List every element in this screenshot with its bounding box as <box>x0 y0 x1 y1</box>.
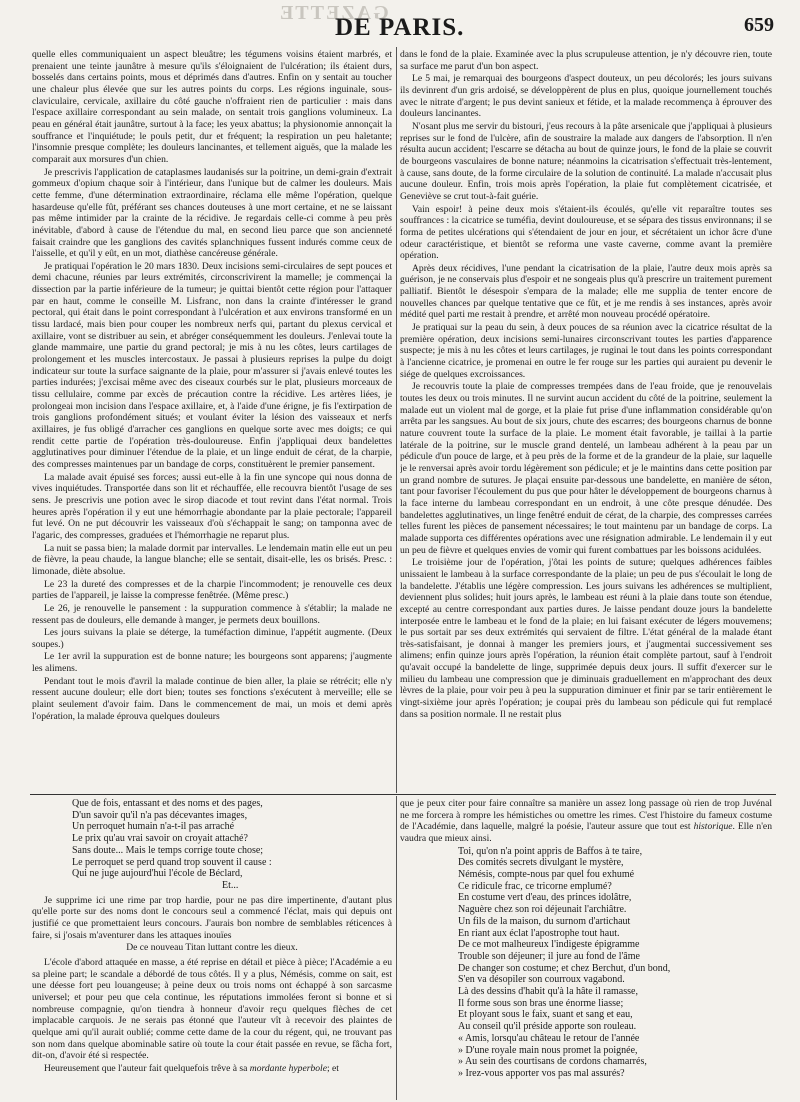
running-title: DE PARIS. <box>335 14 465 41</box>
paragraph: La nuit se passa bien; la malade dormit par intervalles. Le lendemain matin elle eut un peu de fièvre, la peau chaude, la langue blanche; elle se sentait, disait-elle, les os brisés. Presc. : limonade, diète absolue. <box>32 542 392 577</box>
verse-line: Un perroquet humain n'a-t-il pas arraché <box>72 821 235 833</box>
paragraph: Après deux récidives, l'une pendant la cicatrisation de la plaie, l'autre deux mois après sa guérison, je ne conservais plus d'espoir et ne songeais plus qu'à prescrire un traitement purement palliatif. Bientôt le désespoir s'empara de la malade; elle me supplia de tenter encore de nouvelles chances par quelque tentative que ce fût, et je me rendis à ses instances, après avoir médité quel parti me restait à prendre, et arrêté mon nouveau procédé opératoire. <box>400 262 772 321</box>
verse-block <box>32 798 392 892</box>
verse-line: Et... <box>222 879 239 891</box>
italic-run: mordante hyperbole <box>249 1062 327 1074</box>
paragraph: Je pratiquai sur la peau du sein, à deux pouces de sa réunion avec la cicatrice résultat de la première opération, deux incisions semi-lunaires circonscrivant toutes les parties d'apparence suspecte; je mis à nu les côtes et leurs cartilages, je ruginai le tout dans les points correspondant à l'ancienne cicatrice, je promenai en outre le fer rouge sur les parties qui auraient pu devenir le siége de quelques excroissances. <box>400 322 772 380</box>
paragraph: Vain espoir! à peine deux mois s'étaient-ils écoulés, qu'elle vit reparaître toutes ses souffrances : la cicatrice se tuméfia, devint douloureuse, et se sépara des tissus environnans; il se forma de petites ulcérations qui s'étendaient de jour en jour, et sécrétaient un ichor âcre d'une odeur caractéristique, et bientôt se reforma une vaste caverne, comme avant la première opération. <box>400 203 772 262</box>
paragraph: Je supprime ici une rime par trop hardie, pour ne pas dire impertinente, d'autant plus qu'elle porte sur des noms dont le concours seul a commencé l'éclat, mais qui depuis ont justifié ce que promettaient leurs concours. J'aurais bon nombre de semblables réticences à faire, si j'osais m'aventurer dans les attaques inouïes <box>32 894 392 941</box>
verse-line: Qui ne juge aujourd'hui l'école de Béclard, <box>72 868 243 880</box>
verse-line: En costume vert d'eau, des princes idolâtre, <box>458 892 632 904</box>
paragraph: Le 1er avril la suppuration est de bonne nature; les bourgeons sont apparens; j'augmente les alimens. <box>32 651 392 675</box>
column-rule <box>396 796 397 1100</box>
verse-line: » D'une royale main nous promet la poignée, <box>458 1044 638 1056</box>
bleed-through-title: GAZETTE <box>278 2 389 24</box>
verse-line: Des comités secrets divulgant le mystère, <box>458 857 624 869</box>
right-column-bottom <box>400 798 772 1098</box>
verse-line: S'en va désopiler son courroux vagabond. <box>458 974 625 986</box>
verse-line: Et ployant sous le faix, suant et sang et eau, <box>458 1009 633 1021</box>
paragraph: Je recouvris toute la plaie de compresses trempées dans de l'eau froide, que je renouvelais toutes les deux ou trois minutes. Il ne survint aucun accident du côté de la poitrine, seulement la malade eut un violent mal de gorge, et la plaie fut prise d'une inflammation considérable qu'on arrêta par les sangsues. Au bout de six jours, chute des escarres; des bourgeons charnus de bonne nature couvrent toute la surface de la plaie. Le moment était favorable, je taillai à la partie latérale de la poitrine, sur le muscle grand dentelé, un lambeau adhérent à la peau par un pédicule d'un pouce de large, et à peu près de la forme et de la grandeur de la plaie, sur laquelle je le renversai après avoir tordu légèrement son pédicule; et je le maintins dans cette position par un grand nombre de sutures. Je plaçai ensuite par-dessous une bandelette, en manière de séton, tant pour favoriser l'écoulement du pus que pour hâter le développement de bourgeons charnus à la face interne du lambeau correspondant en un endroit, à une côte presque dénudée. Des bandelettes agglutinatives, un linge fenêtré enduit de cérat, de la charpie, des compresses carrées telles furent les pièces de pansement nécessaires; le tout maintenu par un bandage de corps. La malade supporta ces différentes opérations avec une résignation admirable. Le lendemain il y eut un peu de fièvre et quelques envies de vomir qui furent combattues par les boissons acidulées. <box>400 381 772 556</box>
verse-line: Le prix qu'au vrai savoir on croyait attaché? <box>72 833 248 845</box>
text-run: que je peux citer pour faire connaître sa manière un assez long passage où rien de trop Juvénal ne me forcera à rompre les hémistiches ou omettre les rimes. C'est l'histoire du fameux costume de l'Académie, dans laquelle, malgré la poésie, l'auteur assure que tout est <box>400 798 772 833</box>
paragraph: Pendant tout le mois d'avril la malade continue de bien aller, la plaie se rétrécit; elle n'y ressent aucune douleur; elle dort bien; toutes ses fonctions s'exécutent à merveille; elle se plaint seulement d'avoir faim. Dans le commencement de mai, un mois et demi après l'opération, la malade éprouva quelques douleurs <box>32 675 392 722</box>
verse-line: Némésis, compte-nous par quel fou exhumé <box>458 869 635 881</box>
verse-line: Trouble son déjeuner; il jure au fond de l'âme <box>458 950 640 962</box>
page-number: 659 <box>744 14 774 36</box>
column-rule <box>396 47 397 793</box>
verse-line: En riant aux éclat l'apostrophe tout haut. <box>458 927 620 939</box>
left-column-top <box>32 49 392 792</box>
verse-line: Au conseil qu'il préside apporte son rouleau. <box>458 1021 637 1033</box>
paragraph: N'osant plus me servir du bistouri, j'eus recours à la pâte arsenicale que j'appliquai à plusieurs reprises sur le fond de l'ulcère, afin de soustraire la malade aux dangers de l'absorption. Il n'en résulta aucun accident; l'escarre se détacha au bout de quinze jours, le fond de la plaie se couvrit de bourgeons vasculaires de bonne nature; néanmoins la cicatrisation s'effectuait très-lentement, à cause, sans doute, de la forme circulaire de la solution de continuité. La malade n'accusait plus aucune douleur. Enfin, trois mois après l'opération, la plaie fut complètement cicatrisée, et Geneviève se crut tout-à-fait guérie. <box>400 120 772 202</box>
verse-line: De ce mot malheureux l'indigeste épigramme <box>458 939 640 951</box>
verse-line: Que de fois, entassant et des noms et des pages, <box>72 798 263 809</box>
verse-line: Ce ridicule frac, ce tricorne emplumé? <box>458 880 612 892</box>
italic-run: historique <box>693 821 733 833</box>
feuilleton-rule <box>30 794 776 795</box>
paragraph: Je pratiquai l'opération le 20 mars 1830. Deux incisions semi-circulaires de sept pouces et demi chacune, réunies par leurs extrémités, circonscrivirent la mamelle; je commençai la dissection par la partie inférieure de la tumeur; je quittai bientôt cette région pour l'attaquer par en haut, comme le conseille M. Lisfranc, non dans la crainte d'intéresser le grand pectoral, qui était dans le point correspondant à l'ulcération et aux environs transformé en un tissu lardacé, mais bien pour couper les nombreux nerfs qui, partant du plexus cervical et axillaire, vont se distribuer au sein, et abréger conséquemment les douleurs. J'enlevai toute la glande mammaire, une partie du grand pectoral; je mis à nu les côtes, leurs cartilages de prolongement et les muscles intercostaux. Je passai à plusieurs reprises la pulpe du doigt indicateur sur toute la surface saignante de la plaie, pour m'assurer si j'avais enlevé toutes les parties indurées; j'excisai même avec des ciseaux courbés sur le plat, plusieurs morceaux de tissu cellulaire, comme par excès de précaution contre la récidive. Les artères liées, je prolongeai mon incision dans l'espace axillaire, et, à l'aide d'une érigne, je fis l'extirpation de trois ganglions profondément situés; et voulant éviter la lésion des vaisseaux et nerfs axillaires, je fus obligé d'arracher ces ganglions en quelque sorte avec mes doigts; ce qui rendit cette partie de l'opération très-douloureuse. Enfin j'appliquai deux bandelettes agglutinatives pour diminuer l'étendue de la plaie, et un linge enduit de cérat, de la charpie, des compresses maintenues par un bandage de corps, constituèrent le premier pansement. <box>32 260 392 470</box>
verse-line: Un fils de la maison, du surnom d'artichaut <box>458 915 631 927</box>
paragraph: Le 26, je renouvelle le pansement : la suppuration commence à s'établir; la malade ne ressent pas de douleurs, elle demande à manger, je permets deux bouillons. <box>32 602 392 626</box>
quoted-line: De ce nouveau Titan luttant contre les dieux. <box>126 942 298 954</box>
verse-line: Naguère chez son roi déjeunait l'archiâtre. <box>458 904 627 916</box>
verse-line: D'un savoir qu'il n'a pas décevantes images, <box>72 809 248 821</box>
verse-line: Il forme sous son bras une énorme liasse; <box>458 997 624 1009</box>
text-run: . Elle n'en vaudra que mieux ainsi. <box>400 821 772 844</box>
verse-line: Le perroquet se perd quand trop souvent il cause : <box>72 856 272 868</box>
paragraph: Le 5 mai, je remarquai des bourgeons d'aspect douteux, un peu décolorés; les jours suivans ils devinrent d'un gris ardoisé, se développèrent de plus en plus, quoique journellement touchés avec le nitrate d'argent; le pus devint sanieux et fétide, et la malade recommença à éprouver des douleurs lancinantes. <box>400 73 772 120</box>
verse-line: De changer son costume; et chez Berchut, d'un bond, <box>458 962 671 974</box>
verse-line: Sans doute... Mais le temps corrige toute chose; <box>72 844 264 856</box>
paragraph <box>32 1063 392 1075</box>
right-column-top <box>400 49 772 792</box>
paragraph: dans le fond de la plaie. Examinée avec la plus scrupuleuse attention, je n'y découvre rien, toute sa surface me parut d'un bon aspect. <box>400 49 772 72</box>
verse-line: Toi, qu'on n'a point appris de Baffos à te taire, <box>458 845 643 857</box>
verse-line: » Irez-vous apporter vos pas mal assurés? <box>458 1067 625 1079</box>
text-run: ; et <box>326 1062 339 1074</box>
paragraph: Le troisième jour de l'opération, j'ôtai les points de suture; quelques adhérences faibles unissaient le lambeau à la surface correspondante de la plaie; un peu de pus s'écoulait le long de la bandelette. J'établis une légère compression. Les jours suivans les adhérences se multiplient, deviennent plus solides; huit jours après, le lambeau est réuni à la plaie dans toute son étendue, excepté au centre correspondant aux parties dures. Je laisse pendant douze jours la bandelette interposée entre le lambeau et le fond de la plaie; en lui faisant exécuter de légers mouvemens; le pus sortait par ses deux extrémités qui servaient de filtre. L'état général de la malade étant très-satisfaisant, je donnai à manger les premiers jours, et j'augmentai successivement ses alimens; enfin quinze jours après l'opération, la réunion était complète partout, sauf à l'endroit qu'avait occupé la bandelette de linge, supprimée depuis deux jours. Il suffit d'exercer sur le milieu du lambeau une compression que je diminuais graduellement en m'approchant des deux lèvres de la plaie, pour voir peu à peu la suppuration diminuer et finir par se tarir entièrement le vingt-sixième jour après l'opération; je coupai près du lambeau son pédicule qui fut remplacé dans sa position normale. Il ne restait plus <box>400 557 772 720</box>
left-column-bottom <box>32 798 392 1098</box>
verse-block <box>400 846 772 1080</box>
paragraph: L'école d'abord attaquée en masse, a été reprise en détail et pièce à pièce; l'Académie a eu sa pleine part; le scandale a débordé de tous côtés. Il y a plus, Némésis, comme on sait, est une déesse fort peu louangeuse; à peine deux ou trois noms ont échappé à son sarcasme universel; et pour peu que cela continue, les réputations immolées feront si bonne et si nombreuse compagnie, qu'on tiendra à honneur d'avoir reçu quelques flèches de cet implacable carquois. Je ne serais pas étonné que l'auteur vît à recevoir des plaintes de quelque ami qu'il aurait oublié; comme cette dame de la cour du régent, qui, ne trouvant pas son nom dans quelque abominable satire où toute la cour était passée en revue, se fâcha fort, dit-on, d'avoir été si respectée. <box>32 956 392 1062</box>
verse-line: » Au sein des courtisans de cordons chamarrés, <box>458 1056 647 1068</box>
paragraph: Les jours suivans la plaie se déterge, la tuméfaction diminue, l'appétit augmente. (Deux soupes.) <box>32 627 392 650</box>
paragraph: Le 23 la dureté des compresses et de la charpie l'incommodent; je renouvelle ces deux parties de l'appareil, je laisse la compresse fenêtrée. (Même presc.) <box>32 578 392 602</box>
verse-line: « Amis, lorsqu'au château le retour de l'année <box>458 1032 640 1044</box>
verse-line: Là des dessins d'habit qu'à la hâte il ramasse, <box>458 986 638 998</box>
paragraph <box>400 798 772 845</box>
paragraph: La malade avait épuisé ses forces; aussi eut-elle à la fin une syncope qui nous donna de vives inquiétudes. Transportée dans son lit et réchauffée, elle recouvra bientôt l'usage de ses sens. Je prescrivis une potion avec le sirop diacode et tout revint dans l'état normal. Trois heures après l'opération il y eut une hémorrhagie abondante par la plaie pectorale; l'appareil fut levé. On ne put découvrir les vaisseaux d'où s'échappait le sang; on tamponna avec de l'agaric, des compresses, graduées et l'hémorrhagie ne reparut plus. <box>32 471 392 541</box>
text-run: Heureusement que l'auteur fait quelquefois trêve à sa <box>44 1062 250 1074</box>
paragraph: quelle elles communiquaient un aspect bleuâtre; les tégumens voisins étaient marbrés, et prenaient une teinte jaunâtre à mesure qu'ils s'éloignaient de l'ulcération; ils étaient durs, bosselés dans certains points, mous et déprimés dans d'autres. Enfin on y sentait au toucher une chaleur plus élevée que sur les autres points du corps. Les régions inguinale, sous-claviculaire, cervicale, axillaire du côté gauche n'offraient rien de particulier : mais dans l'espace axillaire correspondant au sein malade, on sentait trois ganglions volumineux. La peau en général était jaunâtre, surtout à la face; les yeux abattus; la physionomie annonçait la souffrance et l'inquiétude; le pouls petit, dur et fréquent; la respiration un peu haletante; l'insomnie presque complète; les douleurs lancinantes, et tellement aiguës, que la malade les comparait aux morsures d'un chien. <box>32 49 392 165</box>
paragraph: Je prescrivis l'application de cataplasmes laudanisés sur la poitrine, un demi-grain d'extrait gommeux d'opium chaque soir à l'intérieur, dans l'unique but de calmer les douleurs. Mais cette femme, d'une détermination extraordinaire, réclama elle même l'opération, quelque hasardeuse qu'elle fût, préférant ses chances douteuses à une mort certaine, et ne se laissant pas même intimider par la crainte de la récidive. Je regardais celle-ci comme à peu près inévitable, d'abord à cause de l'étendue du mal, en second lieu parce que son ancienneté faisait craindre que les ganglions des cavités splanchniques fussent indurés comme ceux de l'aisselle, et qu'il y eût, en un mot, diathèse cancéreuse générale. <box>32 166 392 260</box>
